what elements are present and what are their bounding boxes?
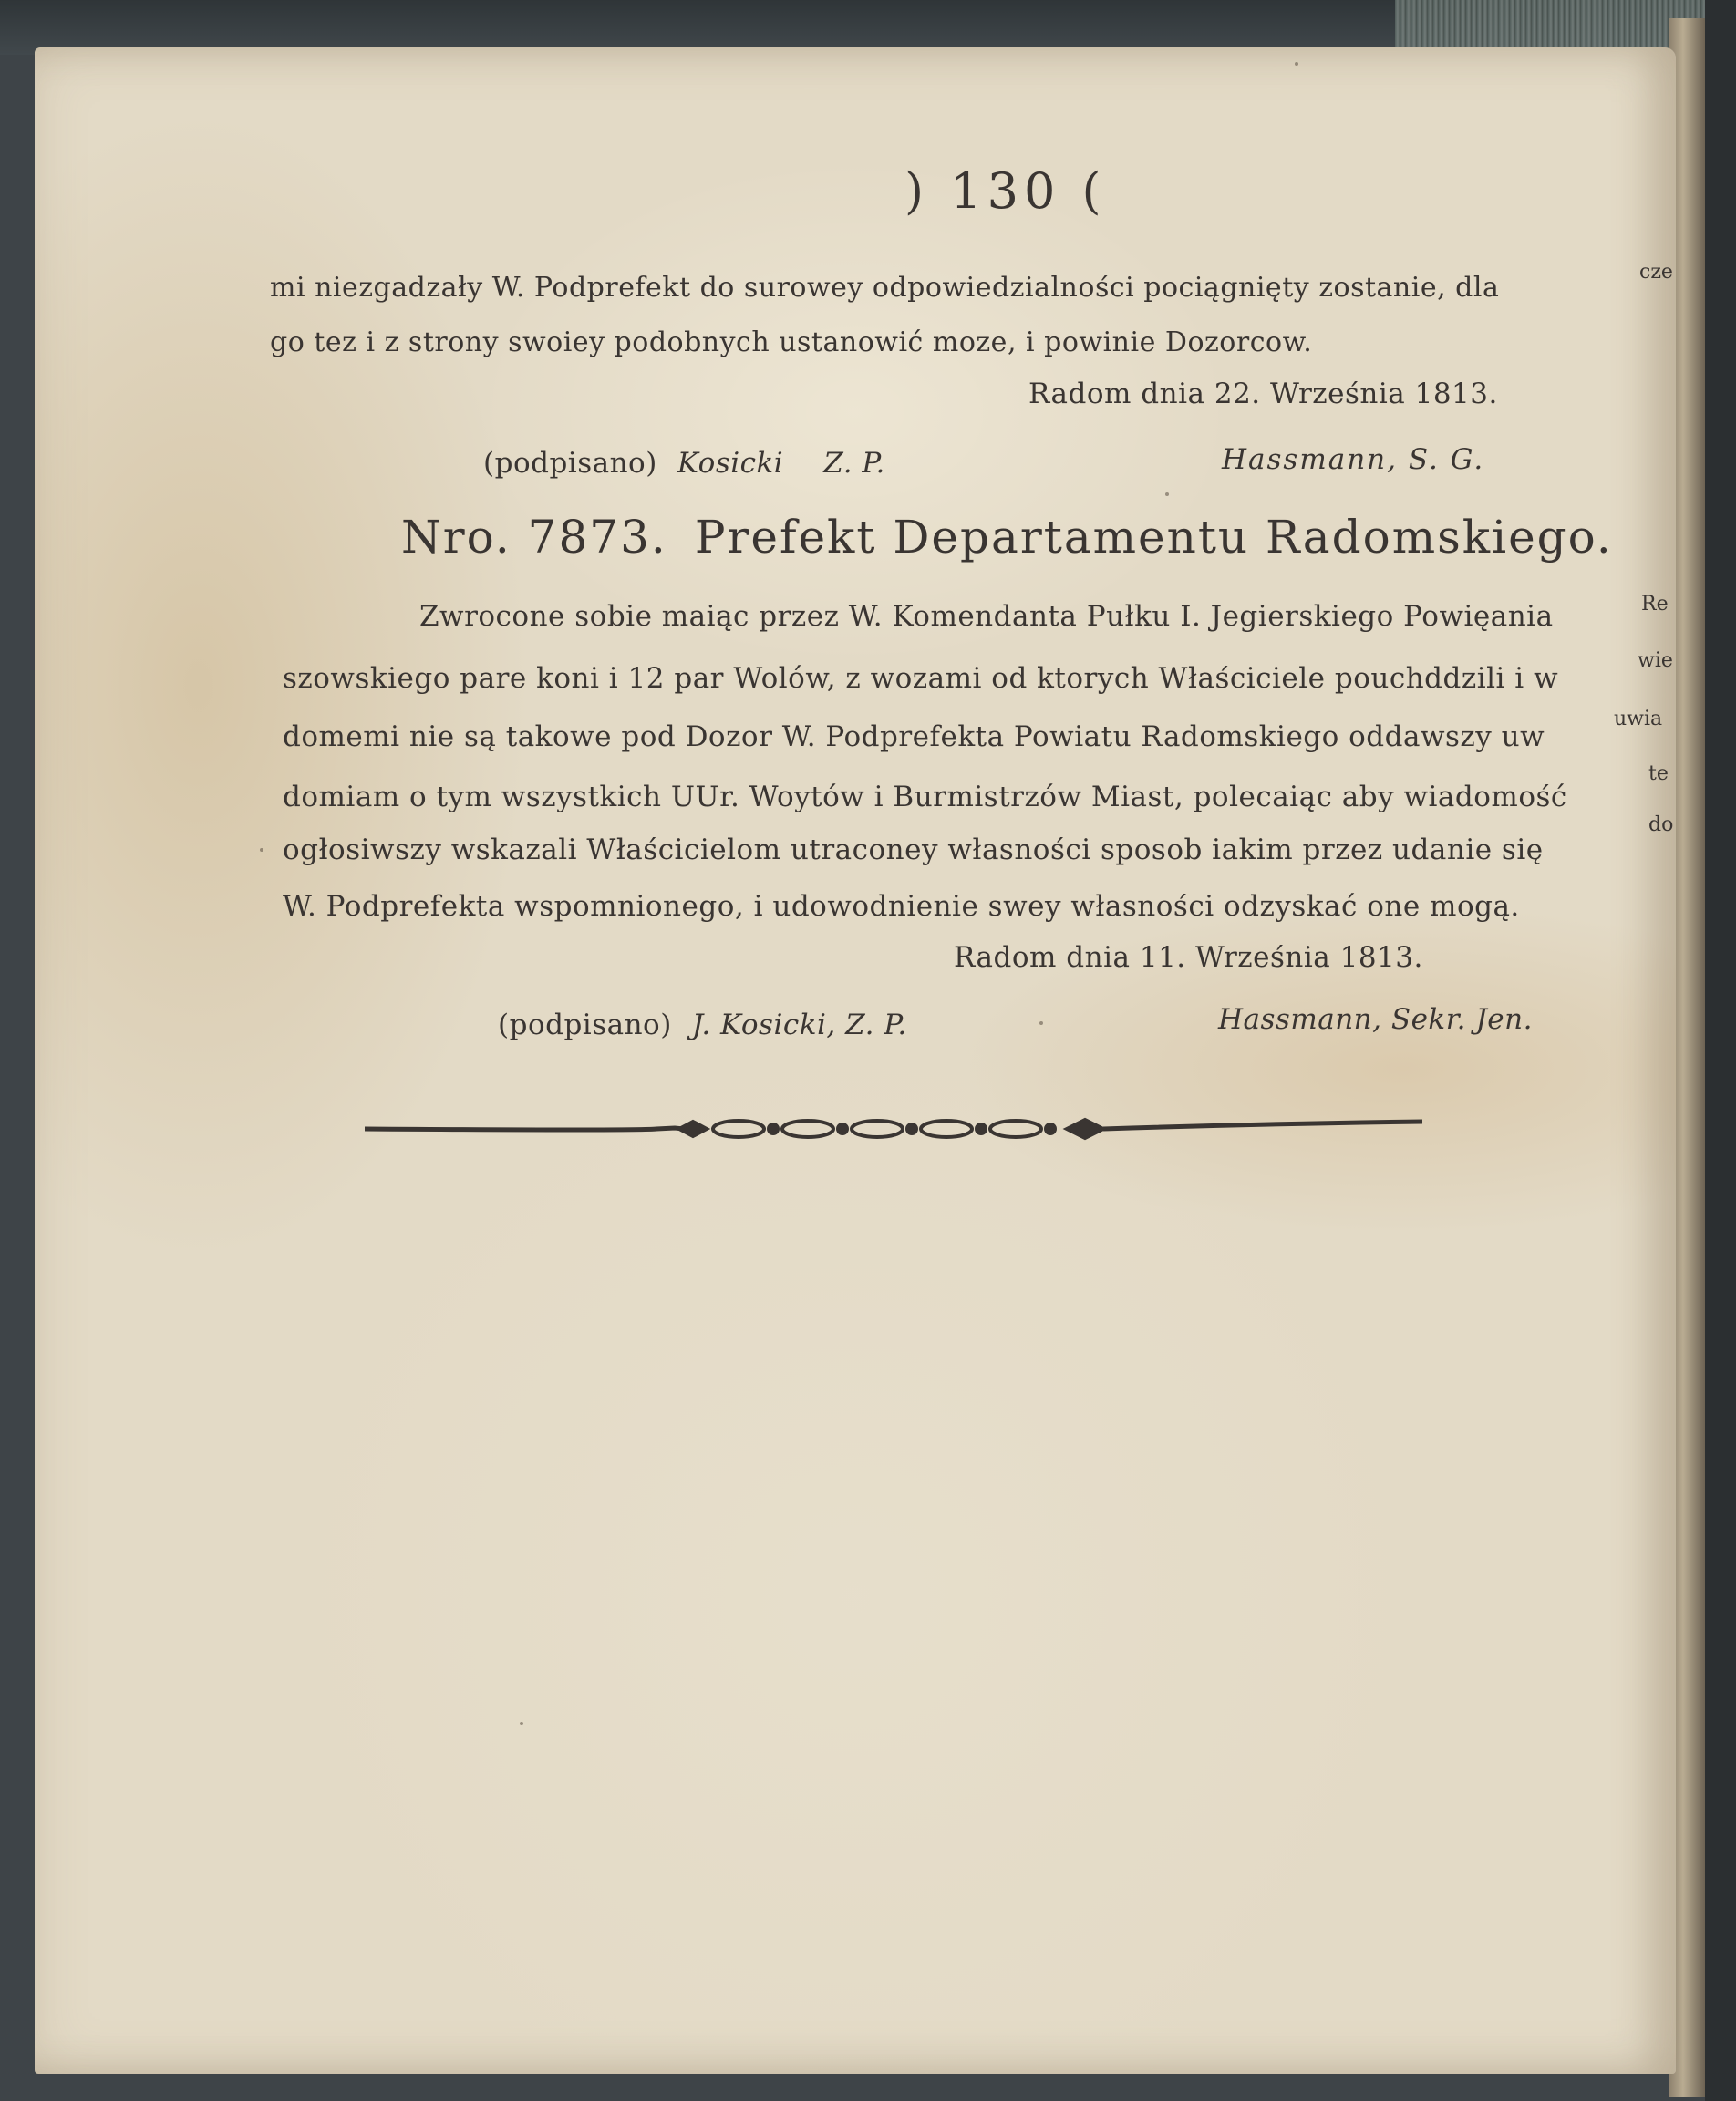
- notice-secretary: Hassmann, Sekr. Jen.: [1218, 1003, 1533, 1036]
- paper-speck: [1039, 1021, 1043, 1025]
- paper-speck: [520, 1722, 523, 1725]
- notice-body-line: W. Podprefekta wspomnionego, i udowodnienie swey własności odzyskać one mogą.: [283, 890, 1520, 923]
- notice-signature: [498, 1009, 907, 1041]
- notice-body-line: szowskiego pare koni i 12 par Wolów, z wozami od ktorych Właściciele pouchddzili i w: [283, 662, 1559, 695]
- continuation-signature: [483, 447, 885, 480]
- margin-fragment: cze: [1639, 261, 1673, 284]
- notice-heading: [401, 511, 1613, 564]
- continuation-secretary: Hassmann, S. G.: [1222, 443, 1485, 476]
- signer-name: J. Kosicki, Z. P.: [691, 1009, 907, 1041]
- margin-fragment: wie: [1638, 649, 1673, 672]
- notice-body-line: domiam o tym wszystkich UUr. Woytów i Burmistrzów Miast, polecaiąc aby wiadomość: [283, 781, 1567, 813]
- scan-background-right: [1705, 0, 1736, 2101]
- notice-body-line: Zwrocone sobie maiąc przez W. Komendanta Pułku I. Jegierskiego Powięania: [419, 600, 1554, 633]
- continuation-line-1: mi niezgadzały W. Podprefekt do surowey odpowiedzialności pociągnięty zostanie, dla: [270, 272, 1500, 304]
- signer-name: Kosicki: [677, 447, 784, 480]
- signer-title: Z. P.: [823, 447, 885, 480]
- signed-label: (podpisano): [483, 447, 657, 480]
- notice-title: Prefekt Departamentu Radomskiego.: [694, 511, 1613, 564]
- signed-label: (podpisano): [498, 1009, 672, 1041]
- paper-speck: [1295, 62, 1298, 66]
- margin-fragment: Re: [1641, 593, 1669, 616]
- margin-fragment: do: [1648, 813, 1674, 836]
- notice-body-line: domemi nie są takowe pod Dozor W. Podprefekta Powiatu Radomskiego oddawszy uw: [283, 720, 1545, 753]
- ornamental-divider: [365, 1111, 1422, 1147]
- paper-speck: [1165, 492, 1169, 496]
- notice-date: Radom dnia 11. Września 1813.: [954, 941, 1423, 974]
- continuation-line-2: go tez i z strony swoiey podobnych ustanowić moze, i powinie Dozorcow.: [270, 326, 1313, 358]
- paper-speck: [260, 848, 264, 852]
- margin-fragment: uwia: [1614, 708, 1663, 730]
- margin-fragment: te: [1648, 762, 1669, 785]
- notice-number: Nro. 7873.: [401, 511, 667, 564]
- continuation-date: Radom dnia 22. Września 1813.: [1028, 378, 1498, 410]
- notice-body-line: ogłosiwszy wskazali Właścicielom utraconey własności sposob iakim przez udanie się: [283, 833, 1544, 866]
- page-number: ) 130 (: [904, 162, 1107, 220]
